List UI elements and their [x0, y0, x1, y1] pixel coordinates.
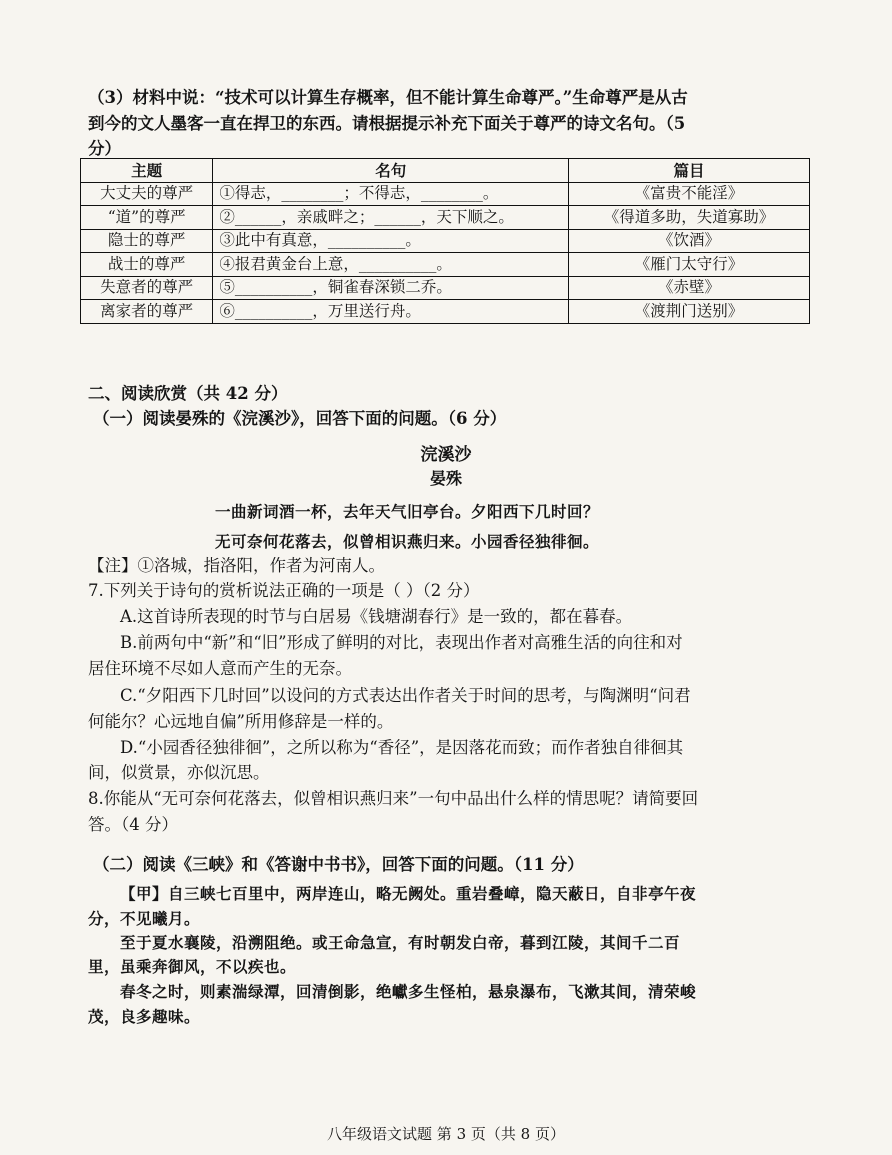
q7-stem: 7.下列关于诗句的赏析说法正确的一项是（ ）（2 分）: [88, 581, 480, 600]
passage-jia-line: 分，不见曦月。: [88, 909, 201, 928]
passage-jia-line: 春冬之时，则素湍绿潭，回清倒影，绝巘多生怪柏，悬泉瀑布，飞漱其间，清荣峻: [120, 982, 697, 1001]
header-theme: 主题: [81, 159, 213, 183]
q7-option-b-cont: 居住环境不尽如人意而产生的无奈。: [88, 659, 352, 678]
header-verse: 名句: [213, 159, 569, 183]
table-row: [81, 229, 810, 253]
part1-heading: （一）阅读晏殊的《浣溪沙》，回答下面的问题。（6 分）: [93, 409, 507, 428]
poem-author: 晏殊: [429, 469, 462, 488]
q3-line-3: 分）: [88, 139, 121, 158]
poem-title: 浣溪沙: [420, 445, 472, 465]
q7-option-d-cont: 间，似赏景，亦似沉思。: [88, 763, 270, 782]
header-source: 篇目: [569, 159, 810, 183]
poem-line-2: 无可奈何花落去，似曾相识燕归来。小园香径独徘徊。: [215, 532, 600, 551]
poem-note: 【注】①洛城，指洛阳，作者为河南人。: [88, 556, 385, 575]
row-source: 《得道多助，失道寡助》: [569, 206, 810, 230]
table-header-row: [81, 159, 810, 183]
q7-option-c: C.“夕阳西下几时回”以设问的方式表达出作者关于时间的思考，与陶渊明“问君: [120, 686, 691, 705]
table-row: [81, 300, 810, 324]
row-theme: 失意者的尊严: [81, 276, 213, 300]
passage-jia-line: 里，虽乘奔御风，不以疾也。: [88, 957, 297, 976]
table-row: [81, 206, 810, 230]
row-verse: ⑤__________，铜雀春深锁二乔。: [213, 276, 569, 300]
q7-option-a: A.这首诗所表现的时节与白居易《钱塘湖春行》是一致的，都在暮春。: [120, 607, 633, 626]
row-verse: ①得志，________；不得志，________。: [213, 182, 569, 206]
row-verse: ③此中有真意，__________。: [213, 229, 569, 253]
page-footer: 八年级语文试题 第 3 页（共 8 页）: [327, 1125, 565, 1143]
section-title: 二、阅读欣赏（共 42 分）: [88, 384, 288, 403]
row-theme: 离家者的尊严: [81, 300, 213, 324]
q7-option-c-cont: 何能尔？心远地自偏”所用修辞是一样的。: [88, 712, 394, 731]
q7-option-b: B.前两句中“新”和“旧”形成了鲜明的对比，表现出作者对高雅生活的向往和对: [120, 633, 683, 652]
q8-stem: 8.你能从“无可奈何花落去，似曾相识燕归来”一句中品出什么样的情思呢？请简要回: [88, 789, 699, 808]
table-row: [81, 276, 810, 300]
q3-line-1: （3）材料中说：“技术可以计算生存概率，但不能计算生命尊严。”生命尊严是从古: [88, 88, 688, 107]
verse-table: [80, 158, 810, 324]
passage-jia-line: 茂，良多趣味。: [88, 1007, 201, 1026]
q8-stem-cont: 答。（4 分）: [88, 815, 178, 834]
row-theme: “道”的尊严: [81, 206, 213, 230]
passage-jia-line: 至于夏水襄陵，沿溯阻绝。或王命急宣，有时朝发白帝，暮到江陵，其间千二百: [120, 933, 681, 952]
q3-line-2: 到今的文人墨客一直在捍卫的东西。请根据提示补充下面关于尊严的诗文名句。（5: [88, 114, 686, 133]
row-theme: 大丈夫的尊严: [81, 182, 213, 206]
q7-option-d: D.“小园香径独徘徊”，之所以称为“香径”，是因落花而致；而作者独自徘徊其: [120, 738, 684, 757]
row-theme: 战士的尊严: [81, 253, 213, 277]
table-row: [81, 253, 810, 277]
passage-jia-line: 【甲】自三峡七百里中，两岸连山，略无阙处。重岩叠嶂，隐天蔽日，自非亭午夜: [120, 884, 697, 903]
row-verse: ②______，亲戚畔之；______，天下顺之。: [213, 206, 569, 230]
row-source: 《赤壁》: [569, 276, 810, 300]
row-verse: ⑥__________，万里送行舟。: [213, 300, 569, 324]
row-theme: 隐士的尊严: [81, 229, 213, 253]
row-source: 《富贵不能淫》: [569, 182, 810, 206]
row-verse: ④报君黄金台上意，__________。: [213, 253, 569, 277]
table-row: [81, 182, 810, 206]
row-source: 《雁门太守行》: [569, 253, 810, 277]
part2-heading: （二）阅读《三峡》和《答谢中书书》，回答下面的问题。（11 分）: [93, 855, 584, 874]
poem-line-1: 一曲新词酒一杯，去年天气旧亭台。夕阳西下几时回？: [215, 502, 600, 521]
row-source: 《渡荆门送别》: [569, 300, 810, 324]
row-source: 《饮酒》: [569, 229, 810, 253]
